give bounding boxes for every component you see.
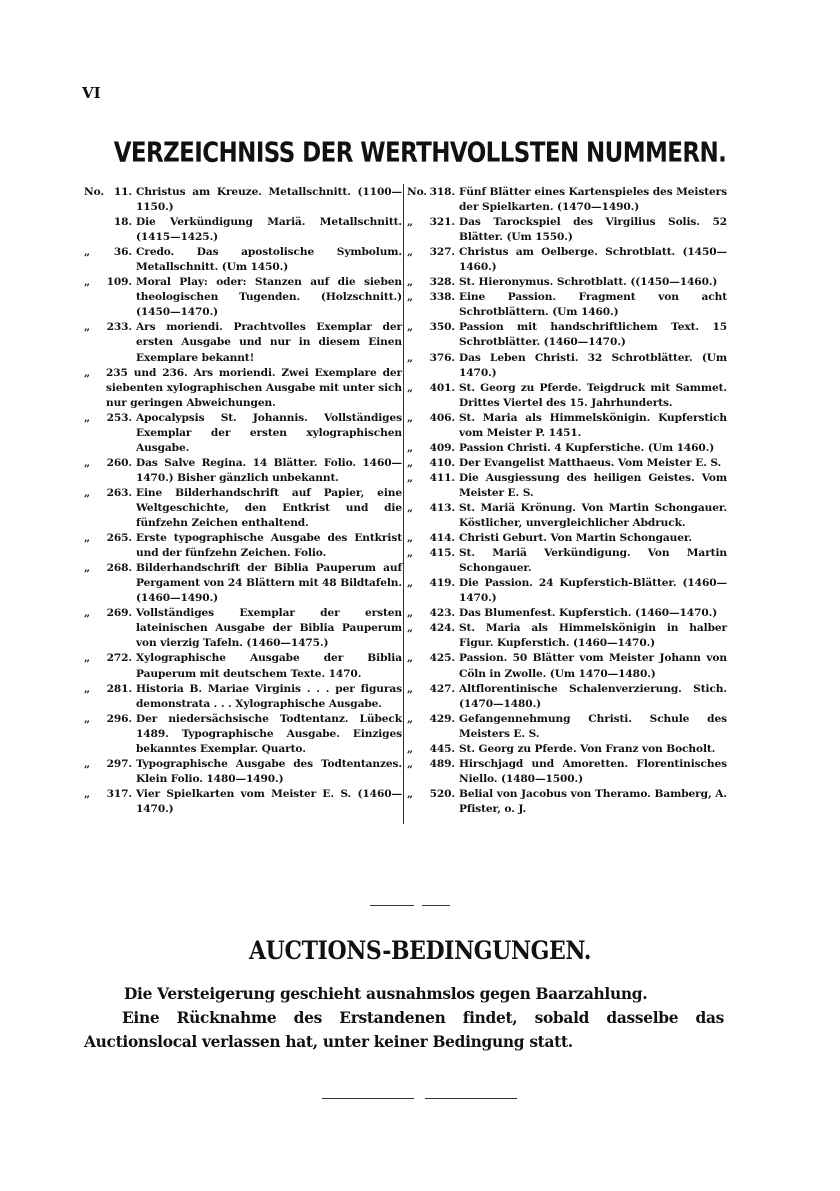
catalog-entry [407,787,727,817]
entry-marker: „ [84,532,90,545]
entry-marker: „ [84,607,90,620]
entry-number: 376. [429,351,455,364]
entry-text: Christi Geburt. Von Martin Schongauer. [459,532,693,545]
entry-marker: „ [407,532,413,545]
catalog-entry [407,245,727,275]
catalog-entry [407,576,727,606]
entry-number: 425. [429,652,455,665]
entry-text: Eine Passion. Fragment von acht Schrotblättern. (Um 1460.) [459,291,727,319]
page-number: VI [82,84,101,102]
entry-number: 109. [106,276,132,289]
entry-text: Die Passion. 24 Kupferstich-Blätter. (1460—1470.) [459,577,727,605]
entry-text: Das Tarockspiel des Virgilius Solis. 52 Blätter. (Um 1550.) [459,216,727,244]
entry-text: St. Mariä Krönung. Von Martin Schongauer. Köstlicher, unvergleichlicher Abdruck. [459,501,727,530]
catalog-entry [407,185,727,215]
entry-number: 268. [106,562,132,575]
entry-marker: „ [407,321,413,334]
separator-rule [422,905,450,906]
entry-text: Xylographische Ausgabe der Biblia Pauperum mit deutschem Texte. 1470. [136,652,402,680]
entry-number: 445. [429,742,455,755]
entry-text: St. Georg zu Pferde. Von Franz von Bocholt. [459,742,716,755]
entry-number: 233. [106,321,132,334]
entry-marker: „ [407,787,413,800]
entry-number: 328. [429,276,455,289]
entry-number: 423. [429,607,455,620]
page-title: VERZEICHNISS DER WERTHVOLLSTEN NUMMERN. [113,138,727,169]
entry-marker: „ [407,246,413,259]
entry-text: 235 und 236. Ars moriendi. Zwei Exemplare der siebenten xylographischen Ausgabe mit unter sich nur geringen Abweichungen. [106,366,402,409]
entry-marker: „ [84,787,90,800]
entry-number: 401. [429,381,455,394]
catalog-entry [407,471,727,501]
entry-text: Eine Bilderhandschrift auf Papier, eine Weltgeschichte, den Entkrist und die fünfzehn Zeichen enthaltend. [136,486,402,530]
entry-text: Vier Spielkarten vom Meister E. S. (1460—1470.) [136,787,402,815]
entry-text: St. Mariä Verkündigung. Von Martin Schongauer. [459,547,727,575]
catalog-entry [84,245,402,275]
entry-number: 413. [429,501,455,514]
catalog-entry [84,757,402,787]
entry-marker: „ [407,577,413,590]
entry-number: 406. [429,411,455,424]
catalog-entry [407,606,727,621]
entry-marker: „ [84,456,90,469]
catalog-entry [84,531,402,561]
entry-text: St. Maria als Himmelskönigin in halber Figur. Kupferstich. (1460—1470.) [459,622,727,650]
entry-number: 350. [429,321,455,334]
entry-number: 424. [429,622,455,635]
entry-text: Das Salve Regina. 14 Blätter. Folio. 1460—1470.) Bisher gänzlich unbekannt. [136,456,402,484]
closing-rule [322,1098,414,1099]
catalog-entry [407,381,727,411]
catalog-entry [84,185,402,215]
entry-marker: „ [407,276,413,289]
catalog-entry [407,275,727,290]
entry-marker: „ [84,652,90,665]
entry-number: 297. [106,757,132,770]
entry-text: Christus am Kreuze. Metallschnitt. (1100—1150.) [136,186,402,214]
entry-text: Typographische Ausgabe des Todtentanzes. Klein Folio. 1480—1490.) [136,757,402,785]
entry-text: Passion. 50 Blätter vom Meister Johann von Cöln in Zwolle. (Um 1470—1480.) [459,652,727,680]
right-column [407,185,727,817]
entry-text: Der Evangelist Matthaeus. Vom Meister E. S. [459,456,722,469]
catalog-entry [407,411,727,441]
entry-text: Der niedersächsische Todtentanz. Lübeck 1489. Typographische Ausgabe. Einziges bekanntes Exemplar. Quarto. [136,712,402,755]
entry-text: Die Ausgiessung des heiligen Geistes. Vom Meister E. S. [459,471,727,499]
catalog-entry [84,606,402,651]
entry-marker: „ [407,652,413,665]
entry-marker: No. [84,186,104,198]
catalog-entry [84,456,402,486]
catalog-entry [84,561,402,606]
entry-marker: „ [407,471,413,484]
entry-number: 265. [106,532,132,545]
catalog-entry [84,712,402,757]
catalog-entry [84,682,402,712]
entry-text: Das Blumenfest. Kupferstich. (1460—1470.) [459,607,718,620]
entry-marker: „ [407,742,413,755]
entry-text: Apocalypsis St. Johannis. Vollständiges Exemplar der ersten xylographischen Ausgabe. [136,411,402,454]
entry-text: Credo. Das apostolische Symbolum. Metallschnitt. (Um 1450.) [136,246,402,274]
catalog-entry [84,411,402,456]
entry-marker: „ [84,321,90,334]
entry-number: 272. [106,652,132,665]
entry-text: Altflorentinische Schalenverzierung. Stich. (1470—1480.) [459,682,727,710]
catalog-entry [84,787,402,817]
entry-number: 520. [429,787,455,800]
entry-text: Belial von Jacobus von Theramo. Bamberg, A. Pfister, o. J. [459,787,727,815]
entry-marker: „ [84,366,90,379]
catalog-entry [84,651,402,681]
catalog-entry [407,682,727,712]
entry-marker: „ [84,486,90,499]
entry-number: 489. [429,757,455,770]
entry-marker: „ [407,411,413,424]
catalog-entry [407,621,727,651]
entry-marker: „ [407,456,413,469]
entry-marker: „ [407,501,413,514]
entry-number: 321. [429,216,455,229]
entry-text: Moral Play: oder: Stanzen auf die sieben theologischen Tugenden. (Holzschnitt.) (1450—1470.) [136,276,402,319]
entry-text: Die Verkündigung Mariä. Metallschnitt. (1415—1425.) [136,216,402,244]
entry-text: Gefangennehmung Christi. Schule des Meisters E. S. [459,712,727,740]
entry-marker: „ [407,216,413,229]
entry-text: Vollständiges Exemplar der ersten lateinischen Ausgabe der Biblia Pauperum von vierzig Tafeln. (1460—1475.) [136,607,402,650]
entry-number: 269. [106,607,132,620]
catalog-entry [407,757,727,787]
catalog-entry [407,742,727,757]
entry-marker: „ [84,276,90,289]
entry-text: Passion Christi. 4 Kupferstiche. (Um 1460.) [459,441,715,454]
auction-paragraph-2: Eine Rücknahme des Erstandenen findet, sobald dasselbe das Auctionslocal verlassen hat, unter keiner Bedingung statt. [84,1009,724,1051]
entry-number: 429. [429,712,455,725]
separator-rule [370,905,414,906]
entry-number: 281. [106,682,132,695]
catalog-entry [84,215,402,245]
entry-text: Historia B. Mariae Virginis . . . per figuras demonstrata . . . Xylographische Ausgabe. [136,682,402,710]
entry-number: 411. [429,471,455,484]
catalog-entry [407,320,727,350]
entry-marker: „ [407,712,413,725]
catalog-entry [407,456,727,471]
catalog-entry [84,486,402,531]
entry-marker: „ [407,441,413,454]
auction-paragraph-1: Die Versteigerung geschieht ausnahmslos gegen Baarzahlung. [124,985,648,1003]
catalog-entry [407,215,727,245]
entry-marker: „ [407,547,413,560]
entry-number: 11. [113,186,132,198]
entry-text: Hirschjagd und Amoretten. Florentinisches Niello. (1480—1500.) [459,757,727,785]
entry-marker [84,215,106,245]
entry-text: Passion mit handschriftlichem Text. 15 Schrotblätter. (1460—1470.) [459,321,727,349]
entry-text: Fünf Blätter eines Kartenspieles des Meisters der Spielkarten. (1470—1490.) [459,186,727,214]
entry-text: Erste typographische Ausgabe des Entkrist und der fünfzehn Zeichen. Folio. [136,532,402,560]
entry-number: 409. [429,441,455,454]
entry-number: 318. [429,186,455,198]
entry-marker: No. [407,186,427,198]
entry-number: 419. [429,577,455,590]
catalog-entry [407,441,727,456]
column-divider [403,184,404,824]
entry-marker: „ [407,607,413,620]
catalog-entry [407,351,727,381]
entry-number: 415. [429,547,455,560]
entry-number: 427. [429,682,455,695]
entry-number: 327. [429,246,455,259]
entry-marker: „ [84,757,90,770]
entry-text: Christus am Oelberge. Schrotblatt. (1450—1460.) [459,246,727,274]
left-column [84,185,402,817]
entry-number: 253. [106,411,132,424]
catalog-entry [84,320,402,365]
entry-marker: „ [407,351,413,364]
catalog-entry [407,651,727,681]
entry-marker: „ [407,682,413,695]
catalog-entry [407,712,727,742]
entry-marker: „ [84,562,90,575]
entry-marker: „ [407,381,413,394]
entry-number: 260. [106,456,132,469]
entry-number: 410. [429,456,455,469]
entry-number: 414. [429,532,455,545]
catalog-entry [84,275,402,320]
catalog-entry [407,531,727,546]
entry-number: 263. [106,486,132,499]
catalog-entry [407,290,727,320]
entry-text: Das Leben Christi. 32 Schrotblätter. (Um 1470.) [459,351,727,379]
entry-marker: „ [84,411,90,424]
entry-number: 338. [429,291,455,304]
entry-text: St. Hieronymus. Schrotblatt. ((1450—1460.) [459,276,718,289]
entry-text: St. Georg zu Pferde. Teigdruck mit Sammet. Drittes Viertel des 15. Jahrhunderts. [459,381,727,409]
catalog-entry [407,501,727,531]
closing-rule [425,1098,517,1099]
entry-marker: „ [84,712,90,725]
entry-text: Ars moriendi. Prachtvolles Exemplar der ersten Ausgabe und nur in diesem Einen Exemplare bekannt! [136,321,402,364]
entry-text: St. Maria als Himmelskönigin. Kupferstich vom Meister P. 1451. [459,411,727,439]
entry-marker: „ [407,757,413,770]
entry-number: 18. [113,216,132,229]
entry-marker: „ [84,246,90,259]
entry-number: 296. [106,712,132,725]
catalog-entry [84,366,402,411]
entry-text: Bilderhandschrift der Biblia Pauperum auf Pergament von 24 Blättern mit 48 Bildtafeln. (1460—1490.) [136,562,402,605]
entry-number: 317. [106,787,132,800]
auction-conditions-title: AUCTIONS-BEDINGUNGEN. [249,936,591,966]
catalog-entry [407,546,727,576]
entry-number: 36. [113,246,132,259]
entry-marker: „ [407,291,413,304]
entry-marker: „ [407,622,413,635]
entry-marker: „ [84,682,90,695]
